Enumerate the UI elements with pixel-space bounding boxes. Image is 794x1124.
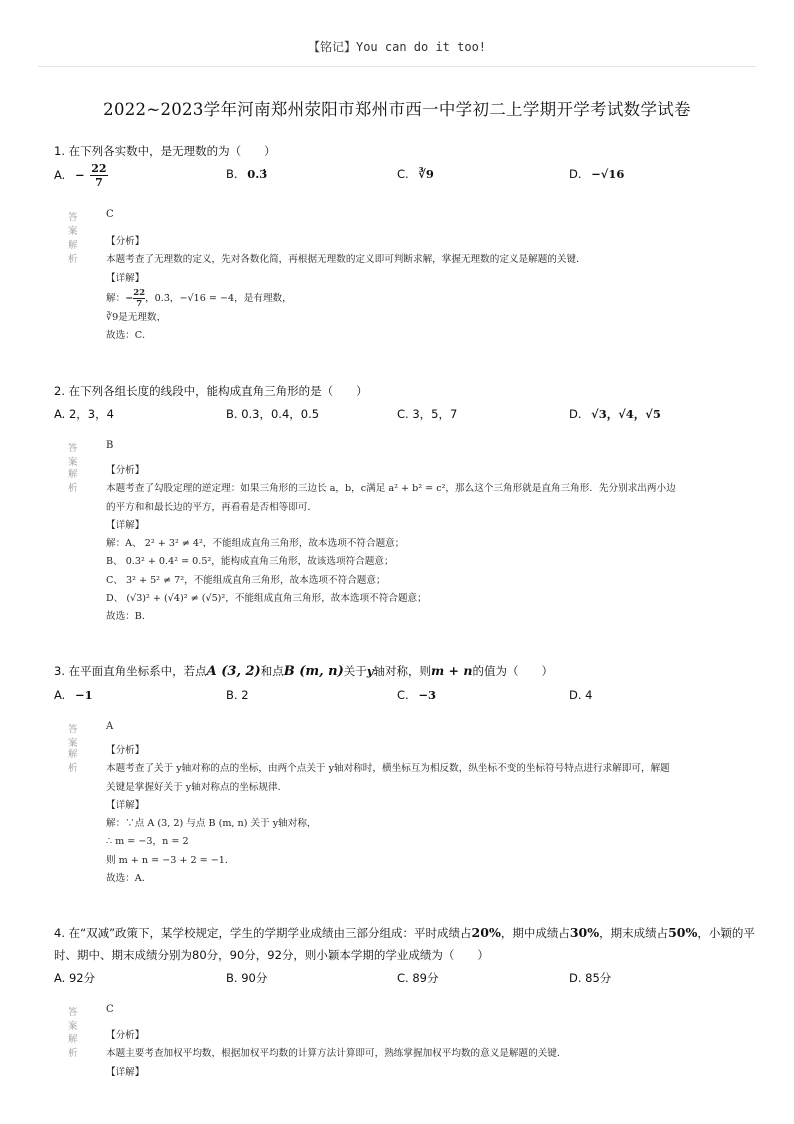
question-2 — [54, 380, 744, 426]
question-4-stem-line-2: 时、期中、期末成绩分别为80分，90分，92分，则小颖本学期的学业成绩为（ ） — [54, 948, 489, 962]
option-c: C. ∛9 — [397, 167, 434, 181]
analysis-4: 【分析】 本题主要考查加权平均数，根据加权平均数的计算方法计算即可，熟练掌握加权平均数的意义是解题的关键． 【详解】 — [106, 1030, 567, 1078]
analysis-label: 解析 — [68, 240, 81, 265]
question-3-stem: 3. 在平面直角坐标系中，若点A (3, 2)和点B (m, n)关于y轴对称，则m + n的值为（ ） — [54, 663, 553, 679]
option-c: C. 3，5，7 — [397, 407, 458, 421]
answer-value: C — [106, 1004, 114, 1015]
question-3 — [54, 660, 744, 707]
answer-value: C — [106, 209, 114, 220]
question-1-options — [54, 162, 744, 192]
option-a: A. − $\frac{22}{7}$ — [54, 162, 107, 189]
answer-label: 答案 — [68, 724, 81, 749]
question-2-options — [54, 402, 744, 426]
question-4 — [54, 922, 755, 990]
question-1-stem: 1. 在下列各实数中，是无理数的为（ ） — [54, 144, 276, 158]
option-a: A. −1 — [54, 688, 93, 702]
option-c: C. 89分 — [397, 971, 439, 985]
analysis-3: 【分析】 本题考查了关于 y轴对称的点的坐标，由两个点关于 y轴对称时，横坐标互为相反数，纵坐标不变的坐标符号特点进行求解即可，解题 关键是掌握好关于 y轴对称点的坐标规律． 【详解】 解：∵点 A (3, 2) 与点 B (m, n) 关于 y轴对称， ∴ m = −3，n = 2 则 m + n = −3 + 2 = −1． 故选：A． — [106, 745, 670, 885]
question-2-stem: 2. 在下列各组长度的线段中，能构成直角三角形的是（ ） — [54, 384, 368, 398]
analysis-1: 【分析】 本题考查了无理数的定义，先对各数化简，再根据无理数的定义即可判断求解，掌握无理数的定义是解题的关键． 【详解】 解：− $\frac{22}{7}$ ，0.3̇，−√16 = −4，是有理数， ∛9是无理数， 故选：C． — [106, 236, 586, 342]
question-1 — [54, 140, 744, 192]
header-divider — [38, 66, 756, 67]
analysis-label: 解析 — [68, 1034, 81, 1059]
option-c: C. −3 — [397, 688, 436, 702]
option-b: B. 90分 — [226, 971, 268, 985]
page-header: 【铭记】You can do it too! — [307, 40, 487, 54]
answer-label: 答案 — [68, 1007, 81, 1032]
option-b: B. 0.3̇ — [226, 167, 268, 181]
option-d: D. 4 — [569, 688, 593, 702]
option-d: D. √3，√4，√5 — [569, 407, 661, 421]
question-4-options — [54, 966, 744, 990]
option-a: A. 2，3，4 — [54, 407, 114, 421]
option-d: D. 85分 — [569, 971, 612, 985]
option-d: D. −√16 — [569, 167, 625, 181]
question-3-options — [54, 683, 744, 707]
analysis-label: 解析 — [68, 749, 81, 774]
analysis-label: 解析 — [68, 469, 81, 494]
answer-label: 答案 — [68, 443, 81, 468]
analysis-2: 【分析】 本题考查了勾股定理的逆定理：如果三角形的三边长 a，b，c满足 a² + b² = c²，那么这个三角形就是直角三角形．先分别求出两小边 的平方和和最长边的平方，再看看是否相等即可． 【详解】 解：A、 2² + 3² ≠ 4²，不能组成直角三角形，故本选项不符合题意； B、 0.3² + 0.4² = 0.5²，能构成直角三角形，故该选项符合题意； C、 3² + 5² ≠ 7²，不能组成直角三角形，故本选项不符合题意； D、 (√3)² + (√4)² ≠ (√5)²，不能组成直角三角形，故本选项不符合题意； 故选：B． — [106, 465, 676, 623]
answer-value: A — [106, 721, 114, 732]
option-b: B. 2 — [226, 688, 249, 702]
exam-title: 2022~2023学年河南郑州荥阳市郑州市西一中学初二上学期开学考试数学试卷 — [103, 100, 691, 119]
answer-label: 答案 — [68, 212, 81, 237]
question-4-stem-line-1: 4. 在“双减”政策下，某学校规定，学生的学期学业成绩由三部分组成：平时成绩占20%，期中成绩占30%，期末成绩占50%，小颖的平 — [54, 925, 755, 940]
fraction: $\frac{22}{7}$ — [91, 162, 107, 189]
option-b: B. 0.3，0.4，0.5 — [226, 407, 320, 421]
answer-value: B — [106, 440, 114, 451]
option-a: A. 92分 — [54, 971, 96, 985]
